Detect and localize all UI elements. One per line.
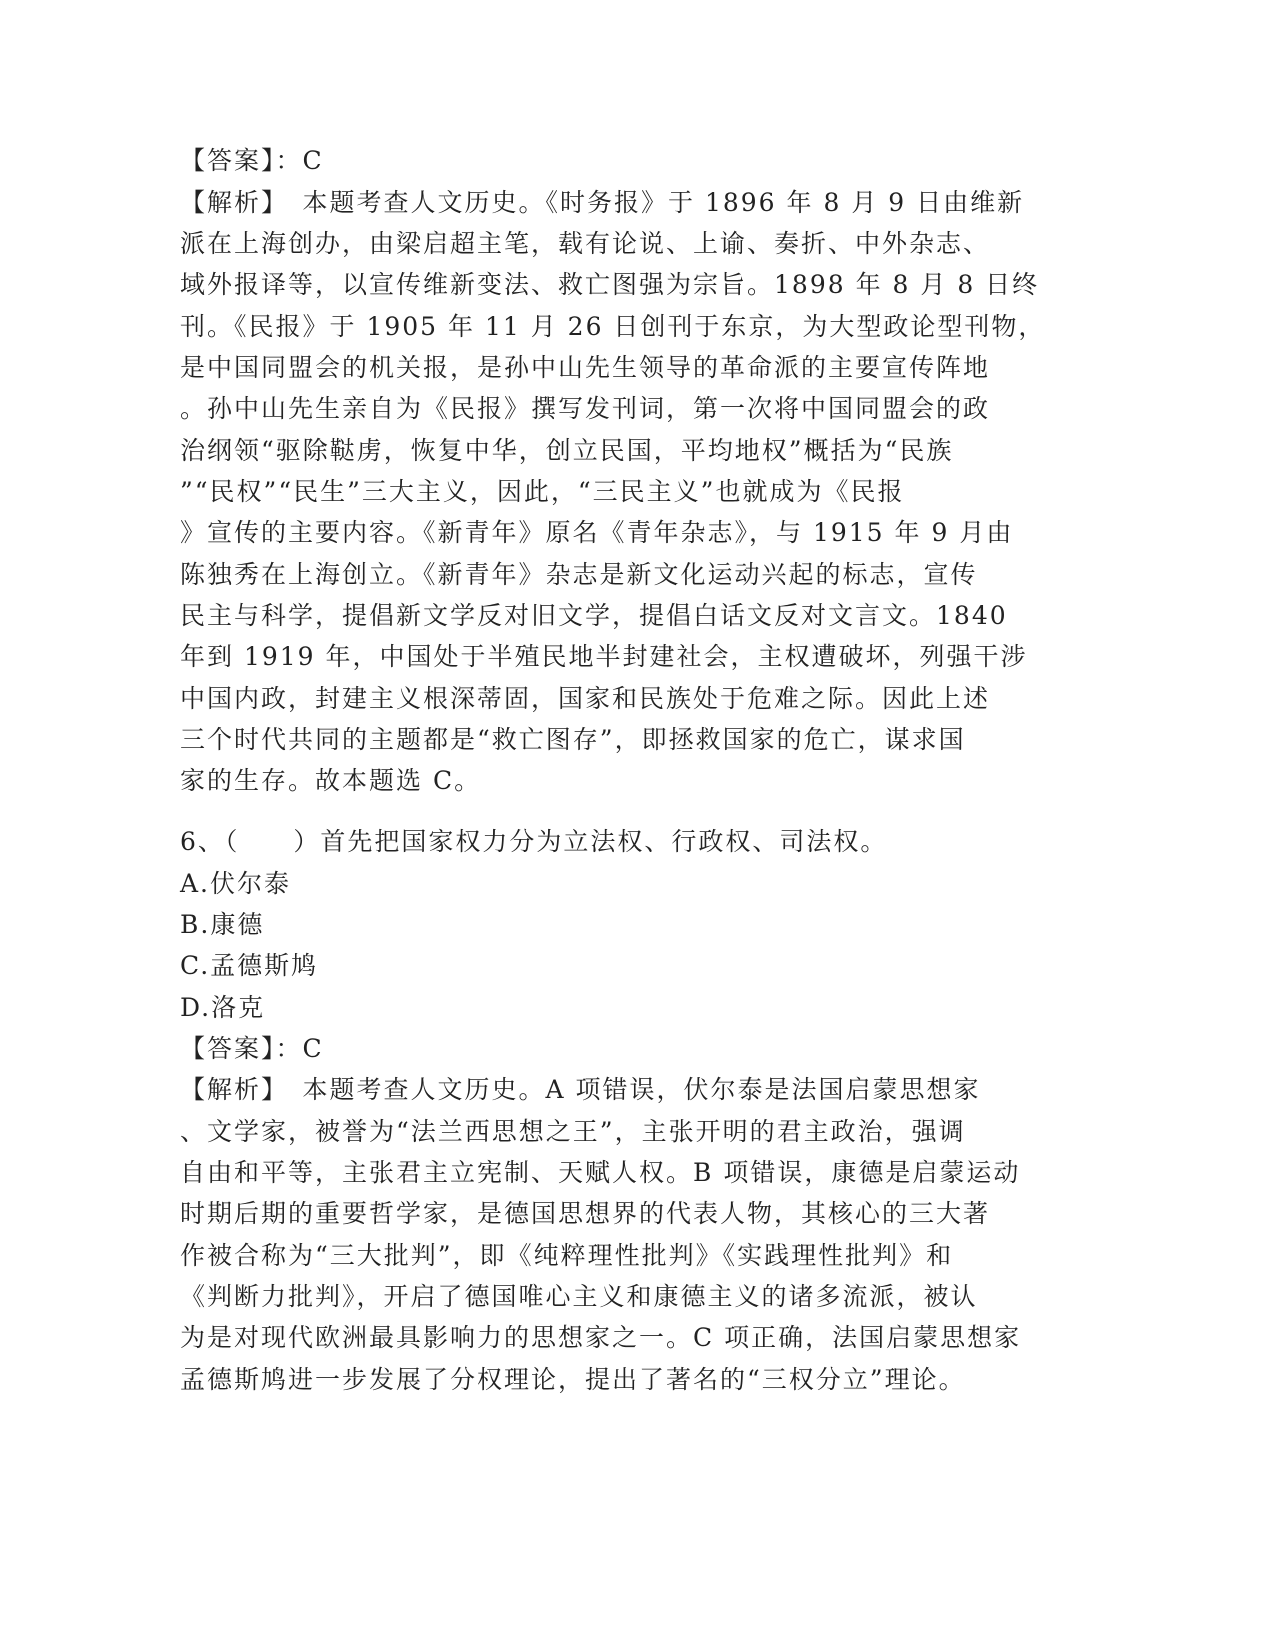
analysis-line: 自由和平等，主张君主立宪制、天赋人权。B 项错误，康德是启蒙运动 — [180, 1158, 1021, 1187]
analysis-line: 孟德斯鸠进一步发展了分权理论，提出了著名的“三权分立”理论。 — [180, 1365, 966, 1394]
option-d: D.洛克 — [180, 993, 266, 1022]
analysis-line: 【解析】 本题考查人文历史。《时务报》于 1896 年 8 月 9 日由维新 — [180, 188, 1025, 217]
analysis-line: 域外报译等，以宣传维新变法、救亡图强为宗旨。1898 年 8 月 8 日终 — [180, 270, 1040, 299]
question-6-stem: 6、（ ）首先把国家权力分为立法权、行政权、司法权。 — [180, 827, 888, 856]
analysis-line: 年到 1919 年，中国处于半殖民地半封建社会，主权遭破坏，列强干涉 — [180, 642, 1028, 671]
analysis-line: 《判断力批判》，开启了德国唯心主义和康德主义的诸多流派，被认 — [180, 1282, 978, 1311]
option-a: A.伏尔泰 — [180, 869, 292, 898]
analysis-line: 【解析】 本题考查人文历史。A 项错误，伏尔泰是法国启蒙思想家 — [180, 1075, 981, 1104]
analysis-line: 中国内政，封建主义根深蒂固，国家和民族处于危难之际。因此上述 — [180, 684, 991, 713]
analysis-line: 陈独秀在上海创立。《新青年》杂志是新文化运动兴起的标志，宣传 — [180, 560, 978, 589]
analysis-line: 治纲领“驱除鞑虏，恢复中华，创立民国，平均地权”概括为“民族 — [180, 436, 954, 465]
analysis-line: 刊。《民报》于 1905 年 11 月 26 日创刊于东京，为大型政论型刊物， — [180, 312, 1046, 341]
analysis-line: ”“民权”“民生”三大主义，因此，“三民主义”也就成为《民报 — [180, 477, 905, 506]
analysis-line: 派在上海创办，由梁启超主笔，载有论说、上谕、奏折、中外杂志、 — [180, 229, 991, 258]
analysis-line: 作被合称为“三大批判”，即《纯粹理性批判》《实践理性批判》和 — [180, 1241, 954, 1270]
analysis-line: 》宣传的主要内容。《新青年》原名《青年杂志》，与 1915 年 9 月由 — [180, 518, 1014, 547]
analysis-line: 是中国同盟会的机关报，是孙中山先生领导的革命派的主要宣传阵地 — [180, 353, 991, 382]
answer-line-q5: 【答案】：C — [180, 146, 324, 175]
answer-line-q6: 【答案】：C — [180, 1034, 324, 1063]
analysis-line: 家的生存。故本题选 C。 — [180, 766, 482, 795]
analysis-line: 、文学家，被誉为“法兰西思想之王”，主张开明的君主政治，强调 — [180, 1117, 966, 1146]
analysis-line: 民主与科学，提倡新文学反对旧文学，提倡白话文反对文言文。1840 — [180, 601, 1008, 630]
analysis-line: 时期后期的重要哲学家，是德国思想界的代表人物，其核心的三大著 — [180, 1199, 991, 1228]
analysis-line: 。孙中山先生亲自为《民报》撰写发刊词，第一次将中国同盟会的政 — [180, 394, 991, 423]
option-c: C.孟德斯鸠 — [180, 951, 319, 980]
analysis-line: 为是对现代欧洲最具影响力的思想家之一。C 项正确，法国启蒙思想家 — [180, 1323, 1022, 1352]
analysis-line: 三个时代共同的主题都是“救亡图存”，即拯救国家的危亡，谋求国 — [180, 725, 966, 754]
option-b: B.康德 — [180, 910, 265, 939]
